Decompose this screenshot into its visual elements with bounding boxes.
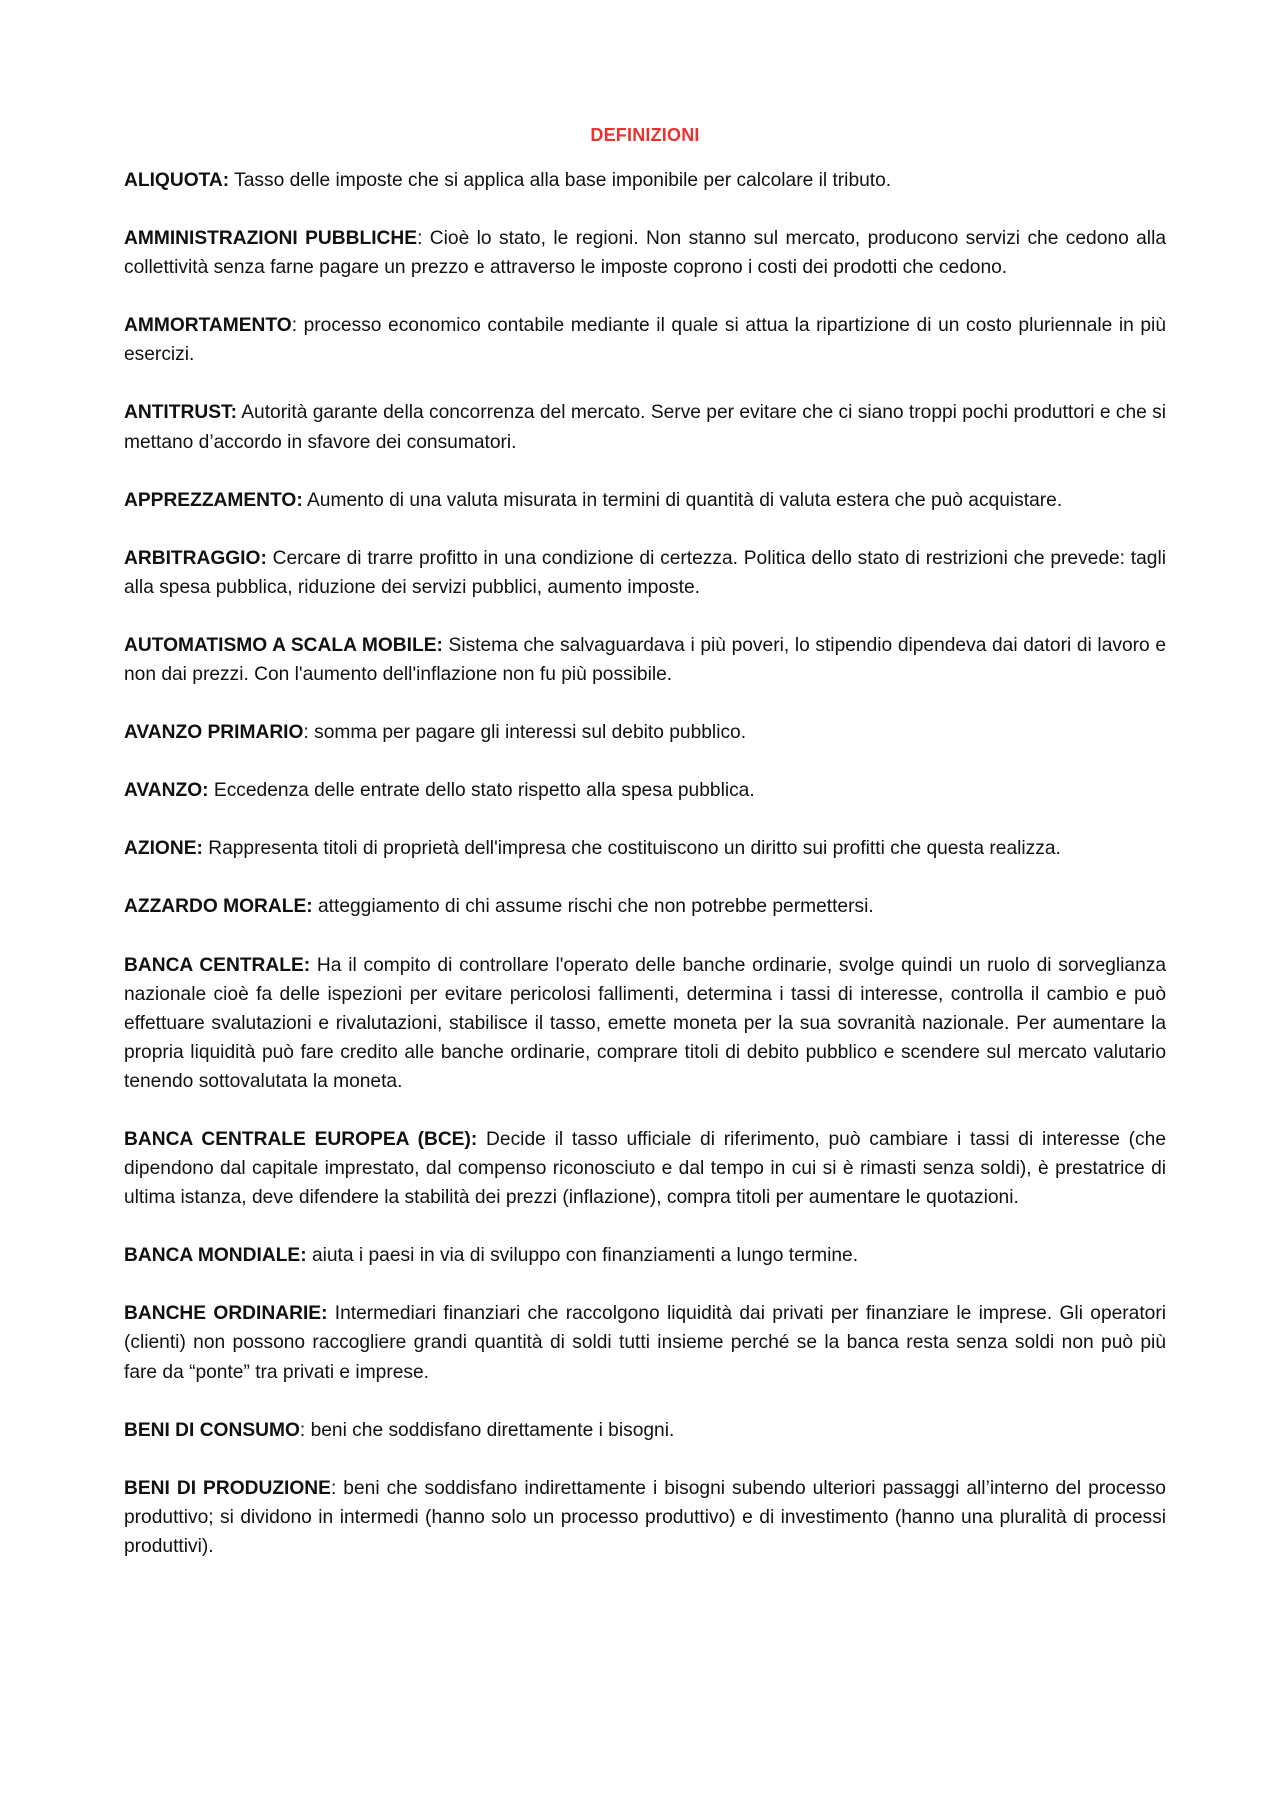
definition-text: Sistema che salvaguardava i più poveri, lo stipendio dipendeva dai datori di lavoro e non dai prezzi. Con l'aumento dell'inflazione non fu più possibile. bbox=[124, 634, 1166, 686]
definition-aliquota bbox=[124, 166, 1166, 195]
definition-azzardo-morale bbox=[124, 892, 1166, 921]
definition-beni-di-consumo bbox=[124, 1416, 1166, 1445]
definition-text: Cercare di trarre profitto in una condizione di certezza. Politica dello stato di restrizioni che prevede: tagli alla spesa pubblica, riduzione dei servizi pubblici, aumento imposte. bbox=[124, 547, 1166, 598]
definition-text: Decide il tasso ufficiale di riferimento, può cambiare i tassi di interesse (che dipendono dal capitale imprestato, dal compenso riconosciuto e dal tempo in cui si è rimasti senza soldi), è prestatrice di ultima istanza, deve difendere la stabilità dei prezzi (inflazione), compra titoli per aumentare le quotazioni. bbox=[124, 1128, 1166, 1209]
definition-text: atteggiamento di chi assume rischi che non potrebbe permettersi. bbox=[312, 896, 874, 918]
definition-banca-centrale-europea bbox=[124, 1125, 1166, 1212]
definition-amministrazioni-pubbliche bbox=[124, 224, 1166, 282]
definition-beni-di-produzione bbox=[124, 1474, 1166, 1561]
definition-text: : beni che soddisfano direttamente i bisogni. bbox=[299, 1419, 675, 1441]
definition-apprezzamento bbox=[124, 486, 1166, 515]
definition-term: ALIQUOTA: bbox=[124, 170, 230, 191]
definition-text: Aumento di una valuta misurata in termini di quantità di valuta estera che può acquistare. bbox=[302, 489, 1063, 511]
definition-text: Autorità garante della concorrenza del mercato. Serve per evitare che ci siano troppi pochi produttori e che si mettano d’accordo in sfavore dei consumatori. bbox=[124, 402, 1166, 453]
definition-term: AVANZO: bbox=[124, 780, 209, 802]
page-title: DEFINIZIONI bbox=[590, 125, 700, 145]
definition-antitrust bbox=[124, 398, 1166, 456]
definition-automatismo-a-scala-mobile bbox=[124, 631, 1166, 689]
definition-text: : somma per pagare gli interessi sul debito pubblico. bbox=[303, 722, 747, 744]
definition-banca-mondiale bbox=[124, 1241, 1166, 1270]
definition-arbitraggio bbox=[124, 544, 1166, 602]
definition-term: APPREZZAMENTO: bbox=[124, 489, 303, 511]
definition-term: BANCA CENTRALE: bbox=[124, 954, 311, 976]
definition-avanzo bbox=[124, 776, 1166, 805]
definition-term: AZIONE: bbox=[124, 838, 203, 860]
definition-text: Tasso delle imposte che si applica alla base imponibile per calcolare il tributo. bbox=[229, 170, 892, 191]
definition-term: AMMORTAMENTO bbox=[124, 315, 292, 337]
definition-text: Eccedenza delle entrate dello stato rispetto alla spesa pubblica. bbox=[208, 780, 755, 802]
definition-term: ANTITRUST: bbox=[124, 402, 237, 424]
document-page bbox=[124, 124, 1166, 1590]
definition-term: ARBITRAGGIO: bbox=[124, 547, 267, 569]
definition-term: BENI DI PRODUZIONE bbox=[124, 1477, 331, 1499]
definition-term: AVANZO PRIMARIO bbox=[124, 722, 304, 744]
definition-text: Intermediari finanziari che raccolgono liquidità dai privati per finanziare le imprese. Gli operatori (clienti) non possono raccogliere grandi quantità di soldi tutti insieme perché se la banca resta senza soldi non può più fare da “ponte” tra privati e imprese. bbox=[124, 1303, 1167, 1383]
definition-azione bbox=[124, 834, 1166, 863]
definition-term: BANCHE ORDINARIE: bbox=[124, 1303, 328, 1325]
definition-text: : Cioè lo stato, le regioni. Non stanno sul mercato, producono servizi che cedono alla collettività senza farne pagare un prezzo e attraverso le imposte coprono i costi dei prodotti che cedono. bbox=[124, 228, 1167, 279]
definition-term: BANCA CENTRALE EUROPEA (BCE): bbox=[124, 1128, 478, 1150]
definition-term: AZZARDO MORALE: bbox=[124, 896, 313, 918]
definition-term: AMMINISTRAZIONI PUBBLICHE bbox=[124, 228, 418, 250]
definition-term: AUTOMATISMO A SCALA MOBILE: bbox=[124, 634, 443, 656]
definition-text: : processo economico contabile mediante il quale si attua la ripartizione di un costo pluriennale in più esercizi. bbox=[124, 315, 1166, 366]
definition-avanzo-primario bbox=[124, 718, 1166, 747]
definition-text: aiuta i paesi in via di sviluppo con finanziamenti a lungo termine. bbox=[306, 1245, 859, 1267]
definition-ammortamento bbox=[124, 311, 1166, 369]
definition-term: BANCA MONDIALE: bbox=[124, 1245, 307, 1267]
definition-text: : beni che soddisfano indirettamente i bisogni subendo ulteriori passaggi all’interno del processo produttivo; si dividono in intermedi (hanno solo un processo produttivo) e di investimento (hanno una pluralità di processi produttivi). bbox=[124, 1477, 1166, 1557]
definition-banca-centrale bbox=[124, 951, 1166, 1096]
definition-text: Ha il compito di controllare l'operato delle banche ordinarie, svolge quindi un ruolo di sorveglianza nazionale cioè fa delle ispezioni per evitare pericolosi fallimenti, determina i tassi di interesse, controlla il cambio e può effettuare svalutazioni e rivalutazioni, stabilisce il tasso, emette moneta per la sua sovranità nazionale. Per aumentare la propria liquidità può fare credito alle banche ordinarie, comprare titoli di debito pubblico e scendere sul mercato valutario tenendo sottovalutata la moneta. bbox=[124, 954, 1167, 1092]
definition-banche-ordinarie bbox=[124, 1299, 1166, 1386]
definition-term: BENI DI CONSUMO bbox=[124, 1419, 300, 1441]
definition-text: Rappresenta titoli di proprietà dell'impresa che costituiscono un diritto sui profitti che questa realizza. bbox=[202, 838, 1061, 860]
